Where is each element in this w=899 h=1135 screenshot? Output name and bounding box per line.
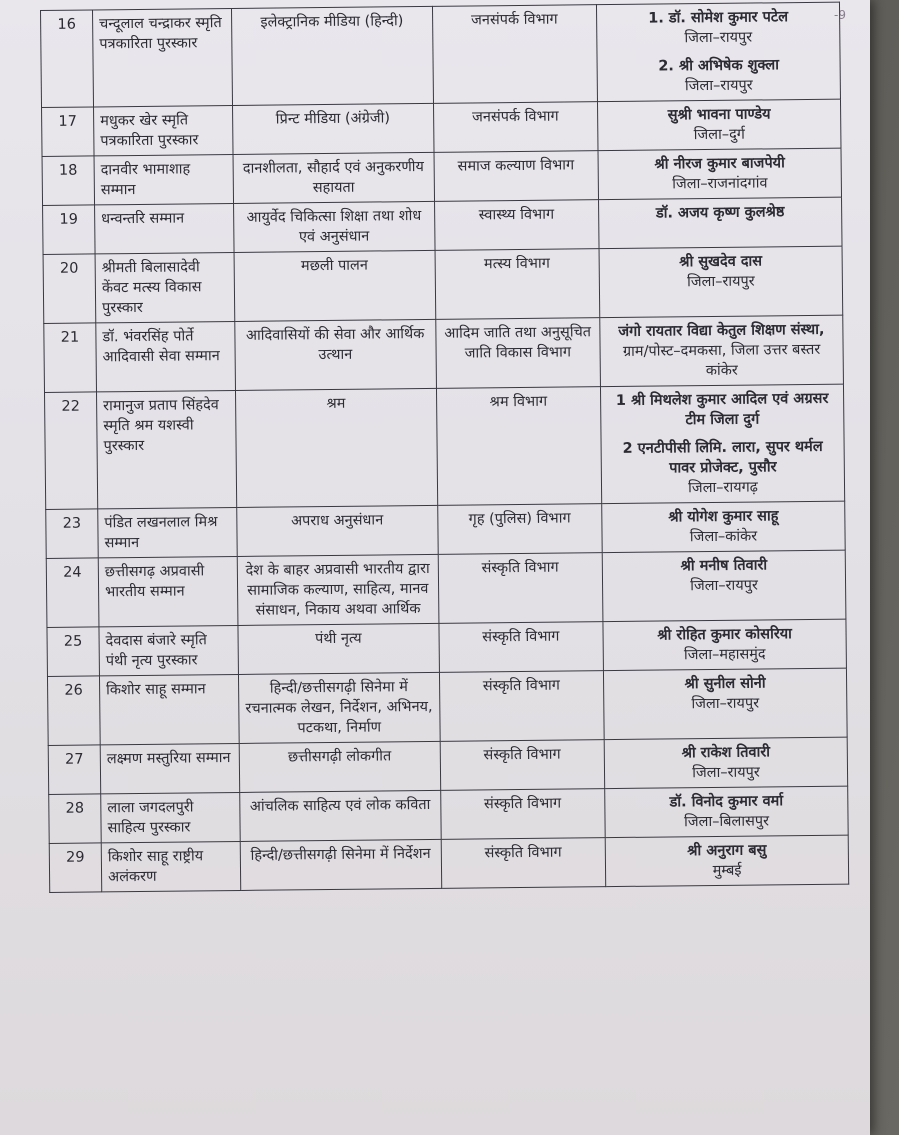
- recipient-name: जंगो रायतार विद्या केतुल शिक्षण संस्था,: [618, 321, 825, 340]
- award-field-cell: इलेक्ट्रानिक मीडिया (हिन्दी): [231, 6, 433, 105]
- table-row: [48, 737, 847, 794]
- recipient-location: जिला–रायपुर: [692, 764, 760, 782]
- recipient-cell: [596, 2, 840, 102]
- department-cell: संस्कृति विभाग: [440, 789, 605, 840]
- table-row: [46, 501, 845, 558]
- recipient-location: जिला–राजनांदगांव: [672, 175, 768, 193]
- recipient-name: श्री सुखदेव दास: [679, 253, 763, 271]
- award-name-cell: छत्तीसगढ़ अप्रवासी भारतीय सम्मान: [98, 556, 238, 626]
- recipient-name: श्री रोहित कुमार कोसरिया: [657, 626, 792, 644]
- page-corner-mark: -9: [834, 8, 846, 22]
- recipient-location: जिला–रायपुर: [691, 695, 760, 713]
- award-field-cell: पंथी नृत्य: [238, 623, 439, 674]
- department-cell: समाज कल्याण विभाग: [434, 151, 599, 202]
- award-field-cell: आयुर्वेद चिकित्सा शिक्षा तथा शोध एवं अनुसंधान: [234, 201, 435, 252]
- table-row: [42, 99, 841, 156]
- serial-number-cell: 27: [48, 745, 100, 795]
- recipient-cell: [602, 550, 846, 622]
- recipient-cell: [605, 835, 849, 887]
- serial-number-cell: 25: [47, 627, 99, 677]
- recipient-name: श्री नीरज कुमार बाजपेयी: [654, 155, 785, 173]
- serial-number-cell: 28: [49, 794, 101, 844]
- serial-number-cell: 23: [46, 509, 98, 559]
- serial-number-cell: 16: [41, 10, 94, 108]
- recipient-location: जिला–रायपुर: [690, 577, 758, 595]
- award-name-cell: देवदास बंजारे स्मृति पंथी नृत्य पुरस्कार: [99, 625, 239, 675]
- award-name-cell: पंडित लखनलाल मिश्र सम्मान: [98, 507, 238, 557]
- recipient-location: जिला–दुर्ग: [693, 126, 746, 144]
- recipient-cell: [600, 315, 844, 387]
- table-row: [49, 786, 848, 843]
- department-cell: संस्कृति विभाग: [439, 671, 604, 742]
- serial-number-cell: 21: [44, 323, 97, 393]
- department-cell: जनसंपर्क विभाग: [433, 102, 598, 153]
- department-cell: संस्कृति विभाग: [441, 838, 606, 889]
- award-field-cell: अपराध अनुसंधान: [237, 505, 438, 556]
- award-name-cell: किशोर साहू सम्मान: [99, 674, 239, 744]
- recipient-location: जिला–रायपुर: [684, 29, 753, 47]
- award-name-cell: डॉ. भंवरसिंह पोर्ते आदिवासी सेवा सम्मान: [96, 321, 236, 391]
- serial-number-cell: 19: [43, 205, 95, 255]
- table-row: [47, 668, 847, 745]
- table-row: [41, 2, 841, 107]
- recipient-name: 2 एनटीपीसी लिमि. लारा, सुपर थर्मल पावर प्रोजेक्ट, पुसौर: [622, 438, 823, 477]
- recipient-name: श्री राकेश तिवारी: [681, 744, 771, 762]
- recipient-name: डॉ. विनोद कुमार वर्मा: [669, 793, 784, 811]
- recipient-cell: [599, 197, 843, 249]
- recipient-cell: [597, 99, 841, 151]
- department-cell: आदिम जाति तथा अनुसूचित जाति विकास विभाग: [435, 318, 600, 389]
- recipient-location: ग्राम/पोस्ट–दमकसा, जिला उत्तर बस्तर कांकेर: [622, 341, 821, 380]
- award-field-cell: हिन्दी/छत्तीसगढ़ी सिनेमा में निर्देशन: [240, 839, 441, 890]
- award-field-cell: श्रम: [235, 388, 437, 507]
- serial-number-cell: 22: [45, 392, 98, 510]
- recipient-name: डॉ. अजय कृष्ण कुलश्रेष्ठ: [655, 204, 785, 222]
- serial-number-cell: 18: [42, 156, 94, 206]
- award-name-cell: चन्दूलाल चन्द्राकर स्मृति पत्रकारिता पुरस्कार: [92, 8, 232, 106]
- recipient-name: 2. श्री अभिषेक शुक्ला: [658, 57, 780, 75]
- award-name-cell: किशोर साहू राष्ट्रीय अलंकरण: [101, 841, 241, 891]
- award-field-cell: देश के बाहर अप्रवासी भारतीय द्वारा सामाजिक कल्याण, साहित्य, मानव संसाधन, निकाय अथवा आर्थिक: [237, 554, 438, 625]
- department-cell: मत्स्य विभाग: [435, 249, 600, 320]
- award-field-cell: दानशीलता, सौहार्द एवं अनुकरणीय सहायता: [233, 152, 434, 203]
- recipient-name: श्री मनीष तिवारी: [680, 557, 768, 575]
- serial-number-cell: 26: [47, 676, 100, 746]
- awards-table-body: [41, 2, 849, 892]
- recipient-location: जिला–रायगढ़: [688, 479, 758, 497]
- table-row: [46, 550, 846, 627]
- recipient-location: जिला–रायपुर: [686, 273, 755, 291]
- department-cell: स्वास्थ्य विभाग: [434, 200, 599, 251]
- serial-number-cell: 29: [49, 843, 101, 893]
- recipient-cell: [600, 384, 844, 504]
- recipient-location: जिला–महासमुंद: [683, 646, 766, 664]
- award-field-cell: हिन्दी/छत्तीसगढ़ी सिनेमा में रचनात्मक लेखन, निर्देशन, अभिनय, पटकथा, निर्माण: [238, 672, 439, 743]
- award-name-cell: लक्ष्मण मस्तुरिया सम्मान: [100, 743, 240, 793]
- table-row: [43, 197, 842, 254]
- department-cell: गृह (पुलिस) विभाग: [437, 504, 602, 555]
- recipient-name: श्री योगेश कुमार साहू: [668, 508, 779, 526]
- recipient-name: श्री अनुराग बसु: [687, 842, 767, 860]
- serial-number-cell: 17: [42, 107, 94, 157]
- award-name-cell: मधुकर खेर स्मृति पत्रकारिता पुरस्कार: [94, 105, 234, 155]
- recipient-name: 1 श्री मिथलेश कुमार आदिल एवं अग्रसर टीम जिला दुर्ग: [615, 390, 829, 429]
- serial-number-cell: 24: [46, 558, 99, 628]
- table-row: [49, 835, 848, 892]
- recipient-cell: [602, 501, 846, 553]
- department-cell: जनसंपर्क विभाग: [432, 5, 597, 104]
- department-cell: संस्कृति विभाग: [438, 553, 603, 624]
- award-name-cell: धन्वन्तरि सम्मान: [95, 203, 235, 253]
- table-row: [45, 384, 845, 509]
- recipient-location: जिला–कांकेर: [689, 528, 758, 546]
- award-name-cell: लाला जगदलपुरी साहित्य पुरस्कार: [101, 792, 241, 842]
- recipient-name: सुश्री भावना पाण्डेय: [667, 106, 771, 124]
- award-field-cell: आंचलिक साहित्य एवं लोक कविता: [240, 790, 441, 841]
- awards-document: [40, 2, 849, 893]
- recipient-cell: [605, 786, 849, 838]
- table-row: [42, 148, 841, 205]
- award-field-cell: प्रिन्ट मीडिया (अंग्रेजी): [232, 103, 433, 154]
- recipient-location: जिला–बिलासपुर: [683, 813, 770, 831]
- department-cell: संस्कृति विभाग: [440, 740, 605, 791]
- award-field-cell: मछली पालन: [234, 250, 435, 321]
- recipient-cell: [604, 737, 848, 789]
- awards-table: [40, 2, 849, 893]
- award-field-cell: आदिवासियों की सेवा और आर्थिक उत्थान: [235, 319, 436, 390]
- award-name-cell: रामानुज प्रताप सिंहदेव स्मृति श्रम यशस्वी पुरस्कार: [96, 390, 236, 508]
- award-name-cell: दानवीर भामाशाह सम्मान: [94, 154, 234, 204]
- department-cell: संस्कृति विभाग: [438, 622, 603, 673]
- table-row: [47, 619, 846, 676]
- recipient-location: मुम्बई: [712, 862, 742, 880]
- award-name-cell: श्रीमती बिलासादेवी केंवट मत्स्य विकास पुरस्कार: [95, 252, 235, 322]
- table-row: [44, 315, 844, 392]
- recipient-cell: [603, 619, 847, 671]
- table-row: [43, 246, 843, 323]
- department-cell: श्रम विभाग: [436, 387, 602, 506]
- recipient-cell: [598, 148, 842, 200]
- recipient-name: 1. डॉ. सोमेश कुमार पटेल: [648, 9, 789, 27]
- recipient-cell: [603, 668, 847, 740]
- award-field-cell: छत्तीसगढ़ी लोकगीत: [239, 741, 440, 792]
- recipient-location: जिला–रायपुर: [684, 77, 753, 95]
- recipient-name: श्री सुनील सोनी: [684, 675, 766, 693]
- serial-number-cell: 20: [43, 254, 96, 324]
- recipient-cell: [599, 246, 843, 318]
